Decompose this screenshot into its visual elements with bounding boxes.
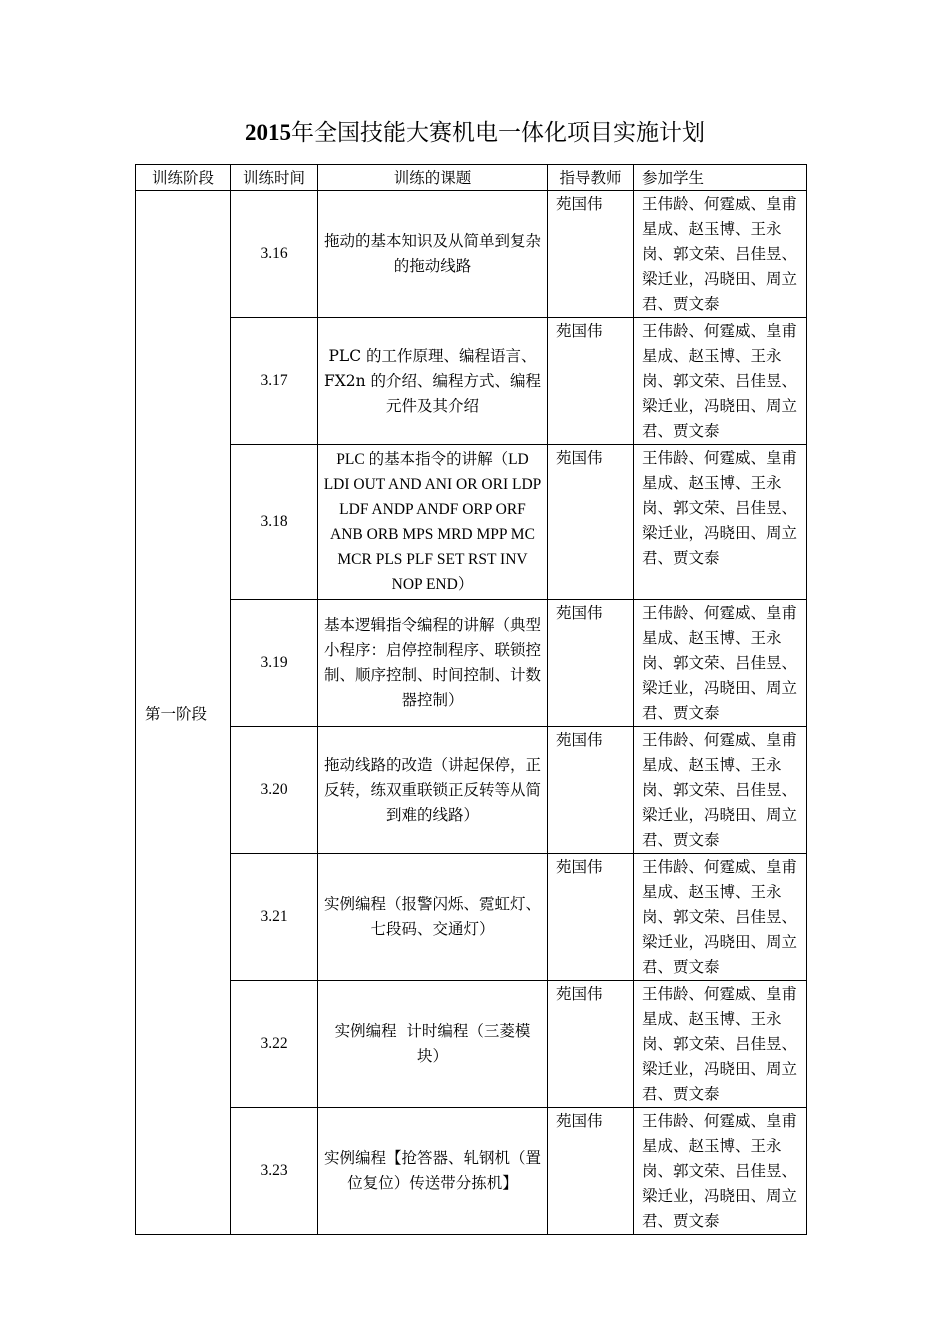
topic-cell: 实例编程 计时编程（三菱模块）	[318, 981, 548, 1108]
header-time: 训练时间	[231, 165, 318, 191]
students-cell: 王伟龄、何霆威、皇甫星成、赵玉博、王永岗、郭文荣、吕佳昱、梁迁业，冯晓田、周立君、贾文泰	[634, 854, 807, 981]
header-students: 参加学生	[634, 165, 807, 191]
teacher-cell: 苑国伟	[548, 191, 634, 318]
table-row	[136, 445, 807, 600]
table-row	[136, 727, 807, 854]
teacher-cell: 苑国伟	[548, 727, 634, 854]
topic-cell: 实例编程【抢答器、轧钢机（置位复位）传送带分拣机】	[318, 1108, 548, 1235]
date-cell: 3.18	[231, 445, 318, 600]
teacher-cell: 苑国伟	[548, 445, 634, 600]
table-header-row	[136, 165, 807, 191]
students-cell: 王伟龄、何霆威、皇甫星成、赵玉博、王永岗、郭文荣、吕佳昱、梁迁业，冯晓田、周立君、贾文泰	[634, 727, 807, 854]
date-cell: 3.22	[231, 981, 318, 1108]
table-row	[136, 981, 807, 1108]
header-teacher: 指导教师	[548, 165, 634, 191]
teacher-cell: 苑国伟	[548, 600, 634, 727]
stage-cell: 第一阶段	[136, 191, 231, 1235]
date-cell: 3.19	[231, 600, 318, 727]
students-cell: 王伟龄、何霆威、皇甫星成、赵玉博、王永岗、郭文荣、吕佳昱、梁迁业，冯晓田、周立君、贾文泰	[634, 1108, 807, 1235]
students-cell: 王伟龄、何霆威、皇甫星成、赵玉博、王永岗、郭文荣、吕佳昱、梁迁业，冯晓田、周立君、贾文泰	[634, 600, 807, 727]
students-cell: 王伟龄、何霆威、皇甫星成、赵玉博、王永岗、郭文荣、吕佳昱、梁迁业，冯晓田、周立君、贾文泰	[634, 318, 807, 445]
date-cell: 3.21	[231, 854, 318, 981]
students-cell: 王伟龄、何霆威、皇甫星成、赵玉博、王永岗、郭文荣、吕佳昱、梁迁业，冯晓田、周立君、贾文泰	[634, 191, 807, 318]
topic-cell: 拖动的基本知识及从简单到复杂的拖动线路	[318, 191, 548, 318]
title-year: 2015	[245, 120, 291, 145]
table-row	[136, 600, 807, 727]
header-topic: 训练的课题	[318, 165, 548, 191]
title-text: 年全国技能大赛机电一体化项目实施计划	[291, 120, 705, 146]
training-plan-table	[135, 164, 807, 1235]
table-row	[136, 1108, 807, 1235]
page-title	[0, 116, 950, 150]
teacher-cell: 苑国伟	[548, 318, 634, 445]
topic-cell: 基本逻辑指令编程的讲解（典型小程序：启停控制程序、联锁控制、顺序控制、时间控制、计数器控制）	[318, 600, 548, 727]
students-cell: 王伟龄、何霆威、皇甫星成、赵玉博、王永岗、郭文荣、吕佳昱、梁迁业，冯晓田、周立君、贾文泰	[634, 981, 807, 1108]
teacher-cell: 苑国伟	[548, 981, 634, 1108]
topic-cell: 实例编程（报警闪烁、霓虹灯、七段码、交通灯）	[318, 854, 548, 981]
students-cell: 王伟龄、何霆威、皇甫星成、赵玉博、王永岗、郭文荣、吕佳昱、梁迁业，冯晓田、周立君、贾文泰	[634, 445, 807, 600]
teacher-cell: 苑国伟	[548, 1108, 634, 1235]
topic-cell: PLC 的基本指令的讲解（LD LDI OUT AND ANI OR ORI LDP LDF ANDP ANDF ORP ORF ANB ORB MPS MRD MPP MC MCR PLS PLF SET RST INV NOP END）	[318, 445, 548, 600]
topic-cell: PLC 的工作原理、编程语言、FX2n 的介绍、编程方式、编程元件及其介绍	[318, 318, 548, 445]
date-cell: 3.20	[231, 727, 318, 854]
date-cell: 3.23	[231, 1108, 318, 1235]
date-cell: 3.16	[231, 191, 318, 318]
topic-cell: 拖动线路的改造（讲起保停，正反转，练双重联锁正反转等从简到难的线路）	[318, 727, 548, 854]
header-stage: 训练阶段	[136, 165, 231, 191]
table-row	[136, 854, 807, 981]
table-row	[136, 318, 807, 445]
table-row	[136, 191, 807, 318]
date-cell: 3.17	[231, 318, 318, 445]
teacher-cell: 苑国伟	[548, 854, 634, 981]
